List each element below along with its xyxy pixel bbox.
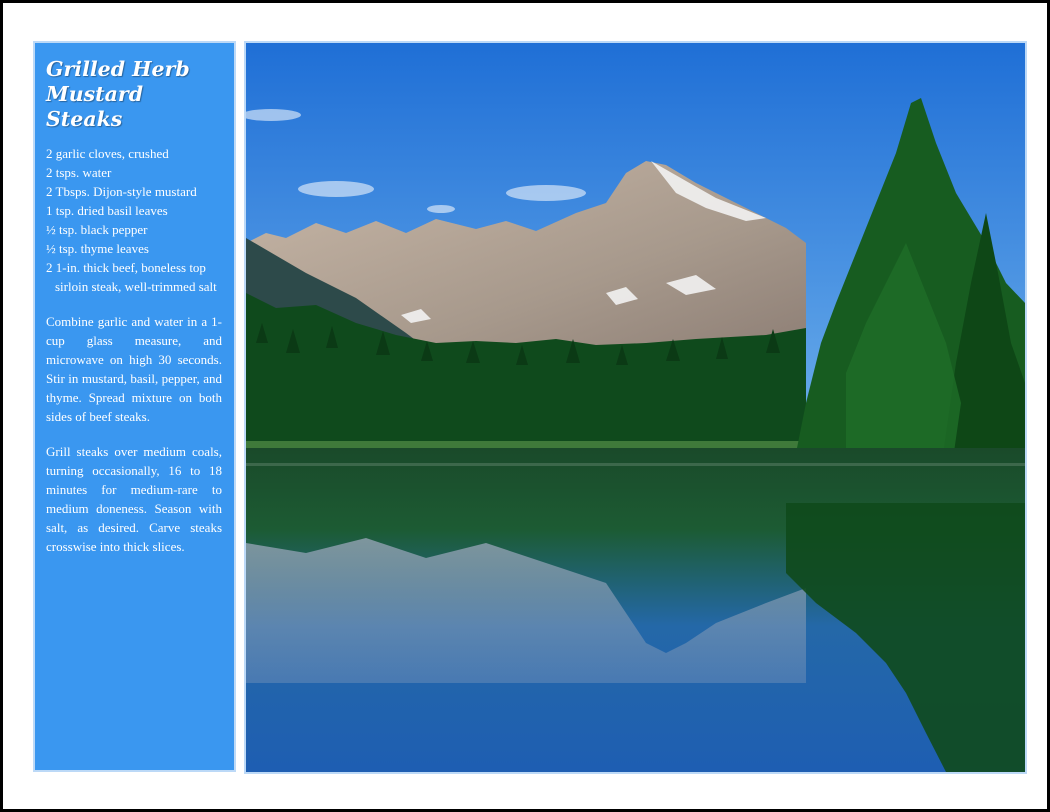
ingredient-item: 2 garlic cloves, crushed xyxy=(46,146,169,161)
ingredient-item: ½ tsp. black pepper xyxy=(46,222,148,237)
recipe-panel xyxy=(33,41,236,772)
ingredient-item: 1 tsp. dried basil leaves xyxy=(46,203,168,218)
ingredient-item: 2 Tbsps. Dijon-style mustard xyxy=(46,184,197,199)
ingredient-item: 2 tsps. water xyxy=(46,165,112,180)
landscape-photo xyxy=(244,41,1027,774)
ingredient-item: ½ tsp. thyme leaves xyxy=(46,241,149,256)
ingredient-list xyxy=(46,144,222,296)
recipe-title-line-2: Mustard Steaks xyxy=(46,82,144,131)
ingredient-item: 2 1-in. thick beef, boneless top sirloin steak, well-trimmed salt xyxy=(46,260,217,294)
landscape-illustration xyxy=(246,43,1025,772)
water-highlight xyxy=(246,463,1025,466)
instruction-step-2: Grill steaks over medium coals, turning occasionally, 16 to 18 minutes for medium-rare to medium doneness. Season with salt, as desired. Carve steaks crosswise into thick slices. xyxy=(46,444,222,554)
shoreline xyxy=(246,441,806,449)
recipe-title-line-1: Grilled Herb xyxy=(46,57,190,81)
instruction-step-1: Combine garlic and water in a 1-cup glass measure, and microwave on high 30 seconds. Stir in mustard, basil, pepper, and thyme. Spread mixture on both sides of beef steaks. xyxy=(46,314,222,424)
recipe-title xyxy=(46,57,222,132)
